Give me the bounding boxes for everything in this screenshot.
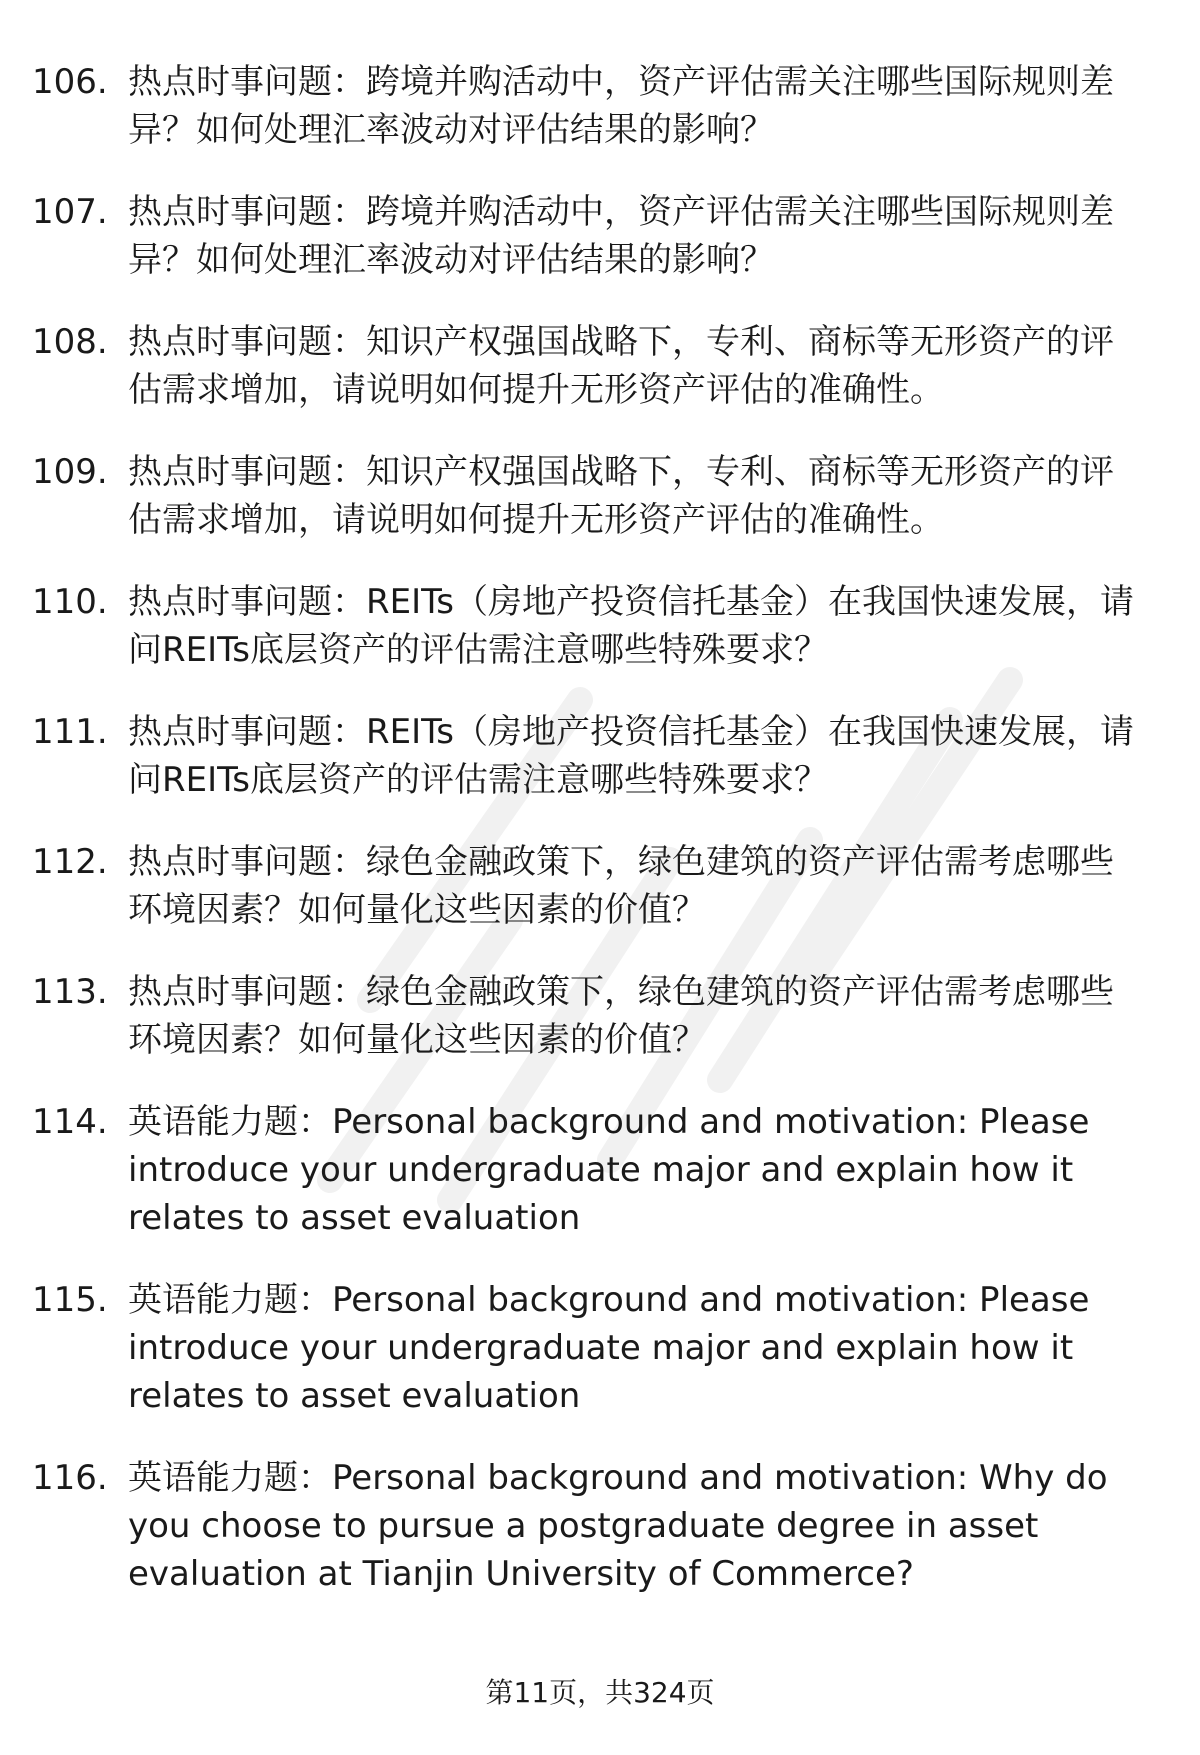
question-item-108 (32, 318, 1142, 414)
question-number: 109. (32, 452, 108, 492)
question-text: 热点时事问题：知识产权强国战略下，专利、商标等无形资产的评估需求增加，请说明如何提升无形资产评估的准确性。 (128, 322, 1114, 410)
question-item-112 (32, 838, 1142, 934)
question-list (32, 58, 1142, 1598)
question-number: 107. (32, 192, 108, 232)
page-indicator: 第11页，共324页 (485, 1676, 715, 1709)
question-item-107 (32, 188, 1142, 284)
question-number: 110. (32, 582, 108, 622)
question-text: 热点时事问题：绿色金融政策下，绿色建筑的资产评估需考虑哪些环境因素？如何量化这些因素的价值？ (128, 842, 1114, 930)
question-number: 108. (32, 322, 108, 362)
question-item-110 (32, 578, 1142, 674)
question-text: 热点时事问题：绿色金融政策下，绿色建筑的资产评估需考虑哪些环境因素？如何量化这些因素的价值？ (128, 972, 1114, 1060)
question-text: 热点时事问题：跨境并购活动中，资产评估需关注哪些国际规则差异？如何处理汇率波动对评估结果的影响？ (128, 192, 1114, 280)
question-item-115 (32, 1276, 1142, 1420)
question-text: 热点时事问题：REITs（房地产投资信托基金）在我国快速发展，请问REITs底层资产的评估需注意哪些特殊要求？ (128, 582, 1134, 670)
question-number: 113. (32, 972, 108, 1012)
page-footer (0, 1673, 1200, 1713)
question-text: 热点时事问题：知识产权强国战略下，专利、商标等无形资产的评估需求增加，请说明如何提升无形资产评估的准确性。 (128, 452, 1114, 540)
question-number: 106. (32, 62, 108, 102)
question-text: 英语能力题：Personal background and motivation: Why do you choose to pursue a postgraduate degree in asset evaluation at Tianjin University of Commerce? (128, 1458, 1108, 1594)
question-text: 英语能力题：Personal background and motivation: Please introduce your undergraduate major and explain how it relates to asset evaluation (128, 1280, 1090, 1416)
question-item-111 (32, 708, 1142, 804)
question-number: 115. (32, 1280, 108, 1320)
question-text: 热点时事问题：跨境并购活动中，资产评估需关注哪些国际规则差异？如何处理汇率波动对评估结果的影响？ (128, 62, 1114, 150)
question-item-109 (32, 448, 1142, 544)
question-number: 116. (32, 1458, 108, 1498)
question-item-106 (32, 58, 1142, 154)
question-text: 英语能力题：Personal background and motivation: Please introduce your undergraduate major and explain how it relates to asset evaluation (128, 1102, 1090, 1238)
question-item-114 (32, 1098, 1142, 1242)
question-number: 114. (32, 1102, 108, 1142)
question-item-116 (32, 1454, 1142, 1598)
question-item-113 (32, 968, 1142, 1064)
question-text: 热点时事问题：REITs（房地产投资信托基金）在我国快速发展，请问REITs底层资产的评估需注意哪些特殊要求？ (128, 712, 1134, 800)
question-number: 111. (32, 712, 108, 752)
question-number: 112. (32, 842, 108, 882)
